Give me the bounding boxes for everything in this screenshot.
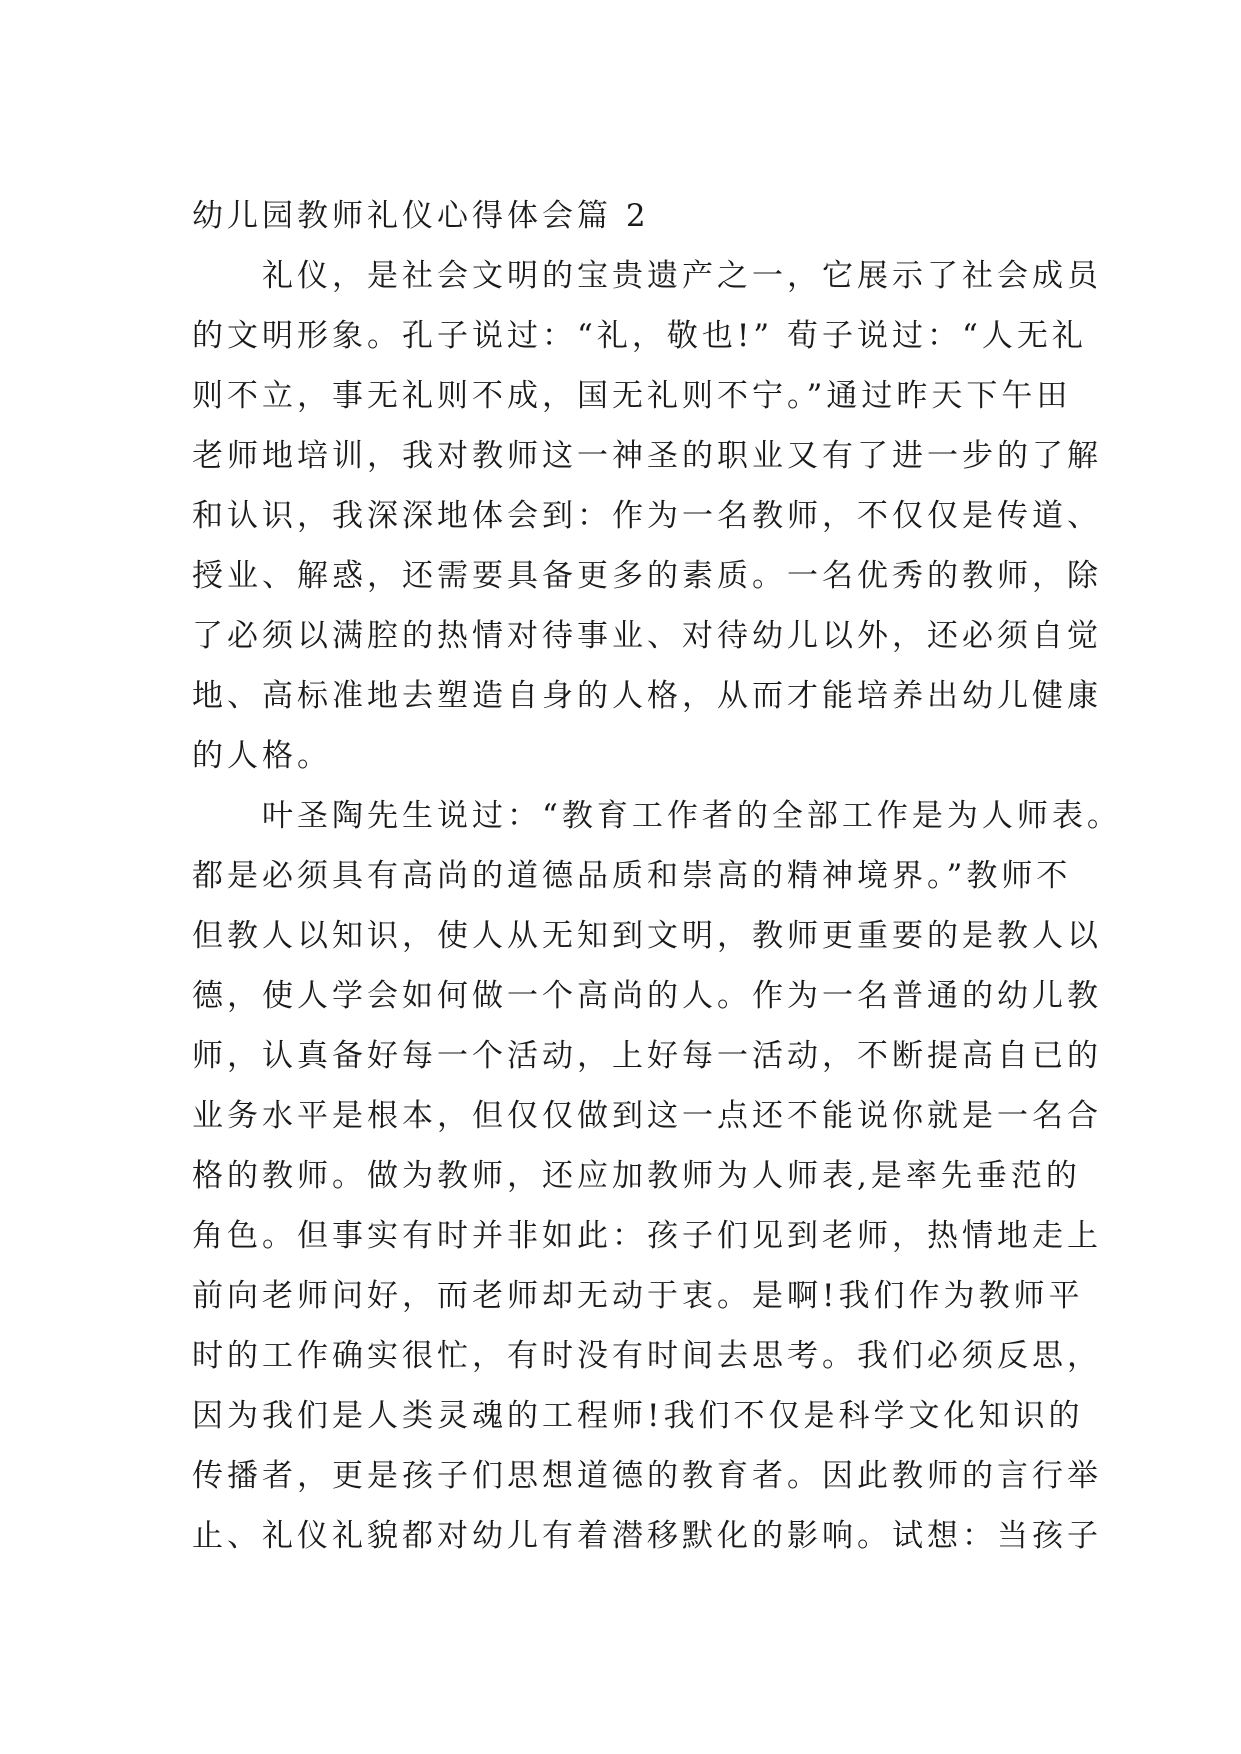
text-line: 业务水平是根本，但仅仅做到这一点还不能说你就是一名合 — [192, 1098, 1102, 1134]
text-line: 都是必须具有高尚的道德品质和崇高的精神境界。”教师不 — [192, 858, 1072, 894]
text-line: 因为我们是人类灵魂的工程师!我们不仅是科学文化知识的 — [192, 1398, 1084, 1434]
text-line: 格的教师。做为教师，还应加教师为人师表,是率先垂范的 — [192, 1158, 1081, 1194]
text-line: 角色。但事实有时并非如此：孩子们见到老师，热情地走上 — [192, 1218, 1102, 1254]
text-line: 传播者，更是孩子们思想道德的教育者。因此教师的言行举 — [192, 1458, 1102, 1494]
text-line: 授业、解惑，还需要具备更多的素质。一名优秀的教师，除 — [192, 558, 1102, 594]
text-line: 的文明形象。孔子说过：“礼，敬也!” 荀子说过：“人无礼 — [192, 318, 1087, 354]
text-line: 前向老师问好，而老师却无动于衷。是啊!我们作为教师平 — [192, 1278, 1084, 1314]
paragraph-ye-shengtao-quote — [192, 786, 1122, 1566]
text-line: 了必须以满腔的热情对待事业、对待幼儿以外，还必须自觉 — [192, 618, 1102, 654]
document-title: 幼儿园教师礼仪心得体会篇 2 — [192, 198, 650, 234]
text-line: 止、礼仪礼貌都对幼儿有着潜移默化的影响。试想：当孩子 — [192, 1518, 1102, 1554]
text-line: 和认识，我深深地体会到：作为一名教师，不仅仅是传道、 — [192, 498, 1102, 534]
text-line: 的人格。 — [192, 738, 332, 774]
text-line: 则不立，事无礼则不成，国无礼则不宁。”通过昨天下午田 — [192, 378, 1072, 414]
text-line: 时的工作确实很忙，有时没有时间去思考。我们必须反思， — [192, 1338, 1102, 1374]
text-line: 叶圣陶先生说过：“教育工作者的全部工作是为人师表。 — [262, 798, 1122, 834]
text-line: 礼仪，是社会文明的宝贵遗产之一，它展示了社会成员 — [262, 258, 1102, 294]
text-line: 老师地培训，我对教师这一神圣的职业又有了进一步的了解 — [192, 438, 1102, 474]
paragraph-etiquette-intro — [192, 246, 1102, 786]
text-line: 地、高标准地去塑造自身的人格，从而才能培养出幼儿健康 — [192, 678, 1102, 714]
text-line: 师，认真备好每一个活动，上好每一活动，不断提高自已的 — [192, 1038, 1102, 1074]
text-line: 但教人以知识，使人从无知到文明，教师更重要的是教人以 — [192, 918, 1102, 954]
document-body — [192, 186, 1122, 1566]
text-line: 德，使人学会如何做一个高尚的人。作为一名普通的幼儿教 — [192, 978, 1102, 1014]
